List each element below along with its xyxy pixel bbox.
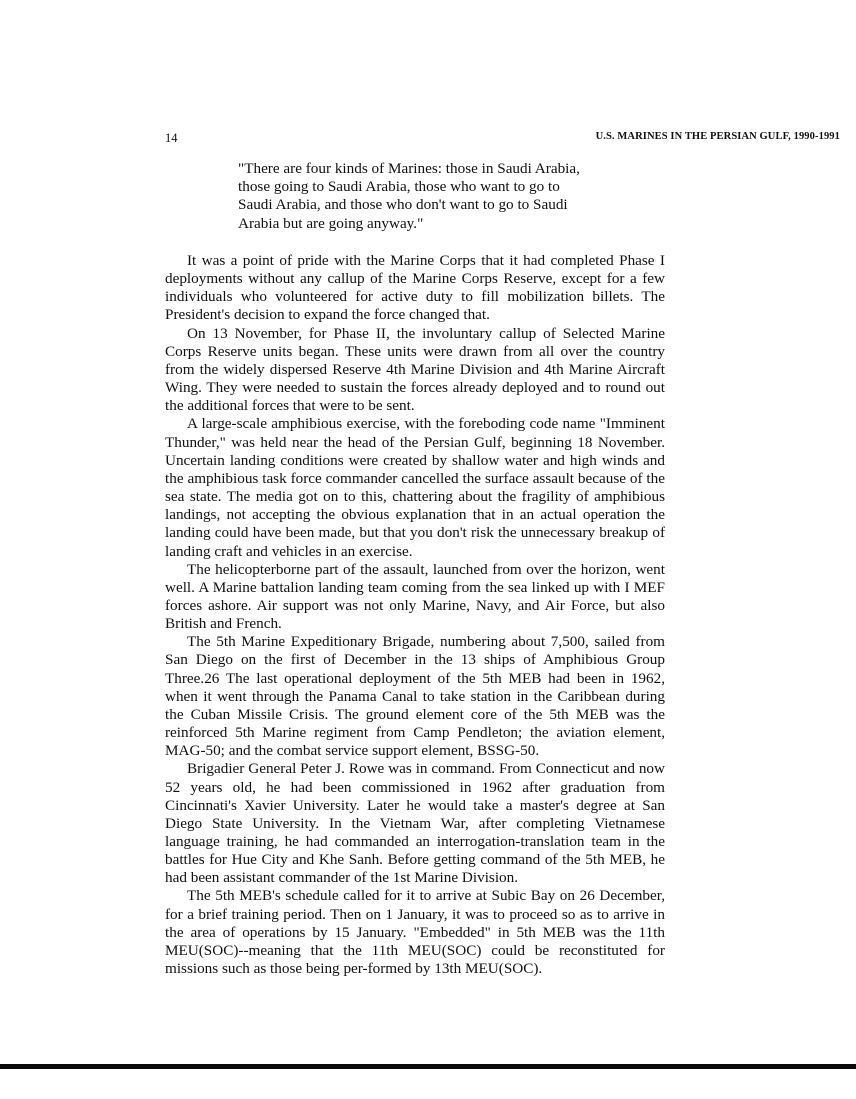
body-text (165, 252, 665, 978)
page-number: 14 (165, 131, 178, 145)
paragraph-phase-one: It was a point of pride with the Marine Corps that it had completed Phase I deployments without any callup of the Marine Corps Reserve, except for a few individuals who volunteered for active duty to fill mobilization billets. The President's decision to expand the force changed that. (165, 252, 665, 324)
epigraph-text: "There are four kinds of Marines: those in Saudi Arabia, those going to Saudi Arabia, those who want to go to Saudi Arabia, and those who don't want to go to Saudi Arabia but are going anyway." (238, 160, 580, 232)
paragraph-5th-meb: The 5th Marine Expeditionary Brigade, numbering about 7,500, sailed from San Diego on the first of December in the 13 ships of Amphibious Group Three.26 The last operational deployment of the 5th MEB had been in 1962, when it went through the Panama Canal to take station in the Caribbean during the Cuban Missile Crisis. The ground element core of the 5th MEB was the reinforced 5th Marine regiment from Camp Pendleton; the aviation element, MAG-50; and the combat service support element, BSSG-50. (165, 633, 665, 760)
bottom-rule (0, 1064, 856, 1069)
paragraph-schedule: The 5th MEB's schedule called for it to arrive at Subic Bay on 26 December, for a brief training period. Then on 1 January, it was to proceed so as to arrive in the area of operations by 15 January. "Embedded" in 5th MEB was the 11th MEU(SOC)--meaning that the 11th MEU(SOC) could be reconstituted for missions such as those being per-formed by 13th MEU(SOC). (165, 887, 665, 978)
epigraph-quote (238, 160, 598, 233)
paragraph-reserve-callup: On 13 November, for Phase II, the involuntary callup of Selected Marine Corps Reserve units began. These units were drawn from all over the country from the widely dispersed Reserve 4th Marine Division and 4th Marine Aircraft Wing. They were needed to sustain the forces already deployed and to round out the additional forces that were to be sent. (165, 324, 665, 415)
page-header (165, 131, 840, 151)
running-head: U.S. MARINES IN THE PERSIAN GULF, 1990-1991 (595, 131, 840, 142)
paragraph-rowe: Brigadier General Peter J. Rowe was in command. From Connecticut and now 52 years old, he had been commissioned in 1962 after graduation from Cincinnati's Xavier University. Later he would take a master's degree at San Diego State University. In the Vietnam War, after completing Vietnamese language training, he had commanded an interrogation-translation team in the battles for Hue City and Khe Sanh. Before getting command of the 5th MEB, he had been assistant commander of the 1st Marine Division. (165, 760, 665, 887)
paragraph-imminent-thunder: A large-scale amphibious exercise, with the foreboding code name "Imminent Thunder," was held near the head of the Persian Gulf, beginning 18 November. Uncertain landing conditions were created by shallow water and high winds and the amphibious task force commander cancelled the surface assault because of the sea state. The media got on to this, chattering about the fragility of amphibious landings, not accepting the obvious explanation that in an actual operation the landing could have been made, but that you don't risk the unnecessary breakup of landing craft and vehicles in an exercise. (165, 415, 665, 560)
paragraph-helicopterborne: The helicopterborne part of the assault, launched from over the horizon, went well. A Marine battalion landing team coming from the sea linked up with I MEF forces ashore. Air support was not only Marine, Navy, and Air Force, but also British and French. (165, 560, 665, 633)
